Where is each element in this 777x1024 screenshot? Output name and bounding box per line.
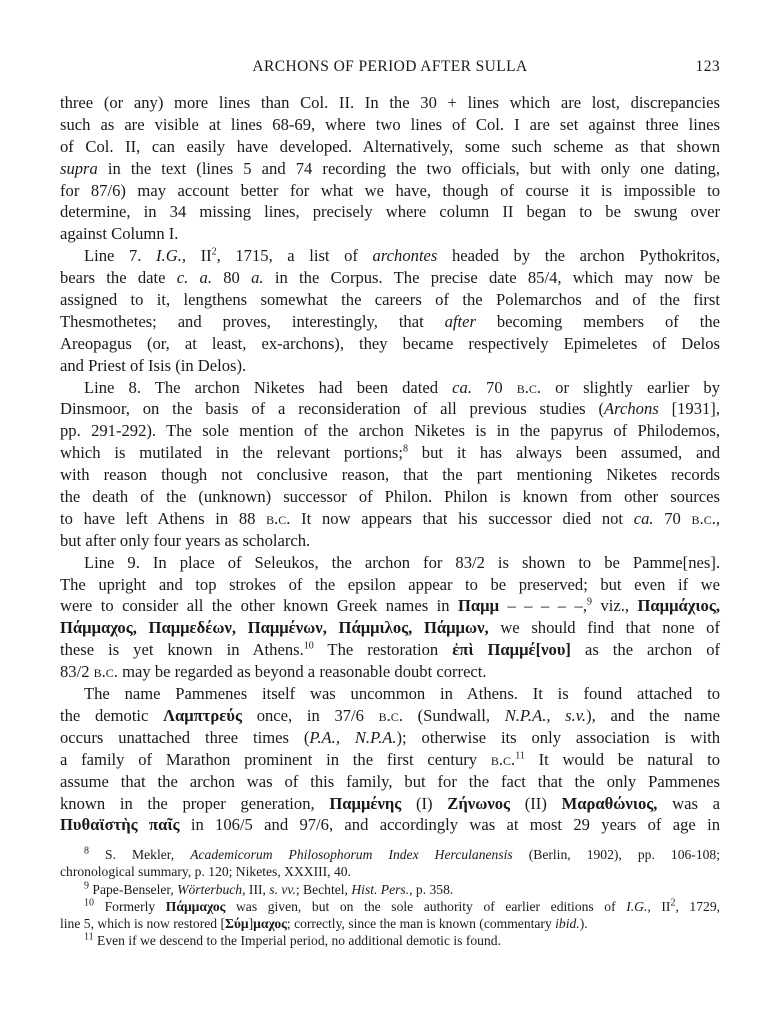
text-line	[60, 617, 720, 639]
text-run: a.	[251, 268, 264, 288]
text-run: II	[186, 246, 212, 266]
footnotes	[60, 846, 720, 950]
text-run: with reason though not conclusive reason, that the part mentioning Niketes records	[60, 465, 720, 485]
text-line	[60, 398, 720, 420]
text-line	[60, 114, 720, 136]
text-run: c. a.	[176, 268, 212, 288]
text-run: Ζήνωνος	[447, 793, 511, 813]
text-run: It would be natural to	[524, 749, 720, 769]
text-line	[60, 793, 720, 815]
text-run: three (or any) more lines than Col. II. In the 30 + lines which are lost, discrepancies	[60, 93, 720, 112]
text-line	[60, 377, 720, 399]
text-run: becoming members of the	[475, 311, 720, 331]
text-line	[60, 333, 720, 355]
text-run: 83/2	[60, 662, 94, 682]
text-run: Πυθαϊστὴς παῖς	[60, 815, 180, 835]
main-text	[60, 92, 720, 836]
text-run: (Berlin, 1902), pp. 106-108;	[512, 847, 720, 862]
text-run: once, in 37/6	[242, 705, 379, 725]
text-run: Wörterbuch,	[177, 881, 246, 897]
running-header	[60, 58, 720, 80]
footnote-ref: 8	[84, 845, 89, 857]
text-run: ).	[579, 916, 588, 932]
footnote-ref: 8	[402, 443, 408, 455]
text-run: Archons	[604, 399, 659, 419]
footnote-ref: 11	[515, 750, 525, 762]
text-run: Λαμπτρεύς	[163, 705, 242, 725]
text-run: μαχος	[253, 916, 287, 932]
text-run: chronological summary, p. 120; Niketes, XXXIII, 40.	[60, 864, 351, 880]
text-line	[60, 442, 720, 464]
text-run: ), and the name	[586, 705, 720, 725]
text-run: ibid.	[555, 916, 580, 932]
text-run: III,	[245, 881, 270, 897]
text-run: assume that the archon was of this family, but for the fact that the only Pammenes	[60, 771, 720, 791]
text-run: (Sundwall,	[402, 705, 505, 725]
text-run: – – – – –,	[499, 596, 587, 616]
text-run: archontes	[372, 246, 438, 266]
footnote-ref: 2	[211, 246, 217, 258]
text-run: after	[444, 311, 476, 331]
footnote-line	[60, 898, 720, 915]
text-run: ; Bechtel,	[295, 881, 352, 897]
text-run: [1931],	[658, 399, 720, 419]
text-line	[60, 92, 720, 114]
text-run: ); otherwise its only association is with	[396, 727, 720, 747]
text-run: the demotic	[60, 705, 164, 725]
text-run: Πάμμαχος	[165, 898, 226, 914]
text-run: known in the proper generation,	[60, 793, 330, 813]
text-run: b.c.	[93, 662, 118, 682]
text-run: b.c.	[490, 749, 516, 769]
text-line	[60, 595, 720, 617]
text-run: N.P.A., s.v.	[504, 705, 587, 725]
text-line	[60, 508, 720, 530]
text-run: in the Corpus. The precise date 85/4, which may now be	[263, 268, 720, 288]
text-run: ca.	[452, 377, 472, 397]
text-run: b.c.	[266, 508, 291, 528]
text-run: in 106/5 and 97/6, and accordingly was at most 29 years of age in	[179, 815, 720, 835]
text-run: Dinsmoor, on the basis of a reconsideration of all previous studies (	[60, 399, 605, 419]
text-line	[60, 289, 720, 311]
text-run: in the text (lines 5 and 74 recording the two officials, but with only one dating,	[97, 158, 720, 178]
text-run: ἐπὶ Παμμέ[νου]	[452, 640, 571, 660]
text-run: such as are visible at lines 68-69, where two lines of Col. I are set against three lines	[60, 114, 720, 134]
text-run: these is yet known in Athens.	[60, 640, 304, 660]
text-run: we should find that none of	[488, 618, 721, 638]
text-run: P.A., N.P.A.	[309, 727, 397, 747]
text-run: b.c.	[516, 377, 542, 397]
footnote-line	[60, 863, 720, 880]
text-run: was a	[657, 793, 721, 813]
text-run: were to consider all the other known Greek names in	[60, 596, 459, 616]
text-run: headed by the archon Pythokritos,	[437, 246, 720, 266]
text-run: as the archon of	[570, 640, 721, 660]
footnote-line	[60, 915, 720, 932]
text-run: , 1729,	[675, 898, 721, 914]
text-run: and Priest of Isis (in Delos).	[60, 355, 247, 375]
text-run: occurs unattached three times (	[60, 727, 310, 747]
text-line	[60, 136, 720, 158]
text-run: Line 9. In place of Seleukos, the archon for 83/2 is shown to be Pamme[nes].	[84, 552, 720, 572]
text-run: line 5, which is now restored [	[60, 916, 225, 932]
text-run: Hist. Pers.,	[351, 881, 413, 897]
text-line	[60, 574, 720, 596]
text-run: S. Mekler,	[89, 847, 191, 862]
text-run: pp. 291-292). The sole mention of the archon Niketes is in the papyrus of Philodemos,	[60, 421, 720, 441]
text-run: p. 358.	[412, 881, 454, 897]
text-line	[60, 311, 720, 333]
text-run: 80	[211, 268, 252, 288]
text-run: may be regarded as beyond a reasonable doubt correct.	[117, 662, 487, 682]
text-run: against Column I.	[60, 224, 179, 244]
text-run: (I)	[401, 793, 448, 813]
text-run: b.c.,	[691, 508, 720, 528]
text-line	[60, 158, 720, 180]
text-line	[60, 705, 720, 727]
text-run: II	[650, 898, 671, 914]
text-run: Formerly	[94, 898, 166, 914]
text-line	[60, 639, 720, 661]
text-run: ; correctly, since the man is known (commentary	[286, 916, 556, 932]
footnote-ref: 9	[586, 596, 592, 608]
text-run: ]	[248, 916, 254, 932]
text-run: Line 8. The archon Niketes had been dated	[84, 377, 453, 397]
text-line	[60, 201, 720, 223]
text-run: Παμμ	[458, 596, 499, 616]
text-run: The name Pammenes itself was uncommon in Athens. It is found attached to	[84, 684, 720, 704]
footnote-ref: 10	[303, 640, 314, 652]
text-line	[60, 683, 720, 705]
text-run: bears the date	[60, 268, 177, 288]
footnote-line	[60, 881, 720, 898]
text-line	[60, 814, 720, 836]
text-line	[60, 267, 720, 289]
text-run: but it has always been assumed, and	[407, 443, 720, 463]
text-run: Παμμάχιος,	[637, 596, 720, 616]
text-line	[60, 180, 720, 202]
text-run: supra	[60, 158, 98, 178]
text-run: but after only four years as scholarch.	[60, 530, 311, 550]
text-run: (II)	[510, 793, 562, 813]
text-run: Academicorum Philosophorum Index Herculanensis	[190, 847, 513, 862]
text-run: The restoration	[313, 640, 453, 660]
page-number: 123	[695, 58, 720, 75]
text-run: It now appears that his successor died not	[290, 508, 634, 528]
text-run: Pape-Benseler,	[89, 881, 178, 897]
text-line	[60, 223, 720, 245]
text-line	[60, 727, 720, 749]
text-line	[60, 420, 720, 442]
text-run: The upright and top strokes of the epsilon appear to be preserved; but even if we	[60, 574, 720, 594]
text-run: Thesmothetes; and proves, interestingly, that	[60, 311, 445, 331]
text-run: assigned to it, lengthens somewhat the careers of the Polemarchos and of the first	[60, 290, 720, 310]
text-run: viz.,	[591, 596, 638, 616]
text-run: for 87/6) may account better for what we have, though of course it is impossible to	[60, 180, 720, 200]
text-run: s. vv.	[269, 881, 296, 897]
text-run: the death of the (unknown) successor of Philon. Philon is known from other sources	[60, 487, 720, 507]
text-run: which is mutilated in the relevant portions;	[60, 443, 403, 463]
text-run: , 1715, a list of	[216, 246, 373, 266]
text-run: a family of Marathon prominent in the first century	[60, 749, 491, 769]
text-run: I.G.,	[156, 246, 186, 266]
text-run: determine, in 34 missing lines, precisely where column II began to be swung over	[60, 202, 720, 222]
text-line	[60, 771, 720, 793]
text-run: b.c.	[378, 705, 403, 725]
text-line	[60, 552, 720, 574]
text-line	[60, 245, 720, 267]
footnote-ref: 9	[84, 880, 89, 892]
text-run: Even if we descend to the Imperial period, no additional demotic is found.	[93, 933, 501, 949]
text-line	[60, 661, 720, 683]
text-run: Σύμ	[224, 916, 249, 932]
text-run: I.G.,	[626, 898, 651, 914]
text-run: to have left Athens in 88	[60, 508, 267, 528]
text-run: Παμμένης	[329, 793, 402, 813]
text-run: of Col. II, can easily have developed. Alternatively, some such scheme as that shown	[60, 136, 720, 156]
footnote-line	[60, 932, 720, 949]
text-line	[60, 749, 720, 771]
footnote-line	[60, 846, 720, 863]
text-run: 70	[471, 377, 517, 397]
footnote-ref: 2	[670, 897, 676, 909]
text-line	[60, 530, 720, 552]
running-title: ARCHONS OF PERIOD AFTER SULLA	[252, 58, 528, 75]
text-line	[60, 355, 720, 377]
text-line	[60, 486, 720, 508]
text-run: was given, but on the sole authority of earlier editions of	[225, 898, 627, 914]
text-run: Πάμμαχος, Παμμεδέων, Παμμένων, Πάμμιλος, Πάμμων,	[60, 618, 489, 638]
text-run: Areopagus (or, at least, ex-archons), they became respectively Epimeletes of Delos	[60, 333, 720, 353]
text-run: or slightly earlier by	[541, 377, 721, 397]
text-run: Line 7.	[84, 246, 157, 266]
text-line	[60, 464, 720, 486]
text-run: ca.	[633, 508, 654, 528]
footnote-ref: 10	[84, 897, 94, 909]
text-run: Μαραθώνιος,	[561, 793, 658, 813]
text-run: 70	[653, 508, 692, 528]
footnote-ref: 11	[84, 931, 94, 943]
